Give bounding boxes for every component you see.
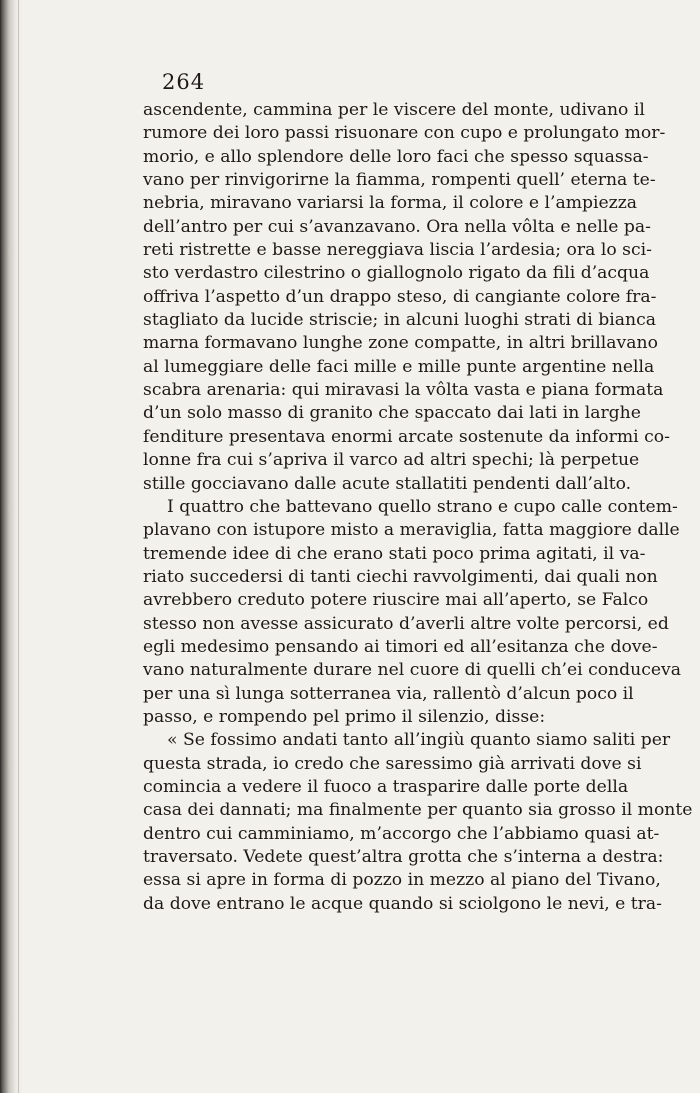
text-line: dentro cui camminiamo, m’accorgo che l’abbiamo quasi at- [143, 823, 660, 844]
text-line: al lumeggiare delle faci mille e mille punte argentine nella [143, 356, 655, 377]
text-line: plavano con istupore misto a meraviglia, fatta maggiore dalle [143, 520, 680, 541]
text-line: vano naturalmente durare nel cuore di quelli ch’ei conduceva [143, 660, 681, 681]
text-line: ascendente, cammina per le viscere del monte, udivano il [143, 100, 645, 120]
text-line: « Se fossimo andati tanto all’ingiù quanto siamo saliti per [167, 730, 671, 751]
text-line: dell’antro per cui s’avanzavano. Ora nella vôlta e nelle pa- [143, 216, 651, 237]
binding-gutter [0, 0, 24, 1093]
text-line: reti ristrette e basse nereggiava liscia l’ardesia; ora lo sci- [143, 240, 652, 261]
text-line: scabra arenaria: qui miravasi la vôlta vasta e piana formata [143, 380, 664, 401]
text-line: morio, e allo splendore delle loro faci che spesso squassa- [143, 146, 649, 167]
text-line: essa si apre in forma di pozzo in mezzo al piano del Tivano, [143, 870, 661, 891]
text-line: casa dei dannati; ma finalmente per quanto sia grosso il monte [143, 800, 693, 821]
text-line: stesso non avesse assicurato d’averli altre volte percorsi, ed [143, 613, 669, 634]
page-number: 264 [162, 70, 206, 94]
text-line: tremende idee di che erano stati poco prima agitati, il va- [143, 543, 646, 564]
text-line: egli medesimo pensando ai timori ed all’esitanza che dove- [143, 636, 658, 657]
text-line: d’un solo masso di granito che spaccato dai lati in larghe [143, 403, 641, 424]
binding-edge-line [18, 0, 19, 1093]
body-text [143, 99, 693, 916]
text-line: avrebbero creduto potere riuscire mai all’aperto, se Falco [143, 590, 649, 611]
text-line: questa strada, io credo che saressimo già arrivati dove si [143, 753, 642, 774]
text-line: offriva l’aspetto d’un drappo steso, di cangiante colore fra- [143, 286, 657, 307]
text-line: stille gocciavano dalle acute stallatiti pendenti dall’alto. [143, 473, 632, 494]
text-line: lonne fra cui s’apriva il varco ad altri spechi; là perpetue [143, 450, 640, 471]
text-line: da dove entrano le acque quando si sciolgono le nevi, e tra- [143, 893, 662, 914]
text-line: rumore dei loro passi risuonare con cupo e prolungato mor- [143, 123, 666, 144]
text-line: nebria, miravano variarsi la forma, il colore e l’ampiezza [143, 193, 638, 214]
text-line: stagliato da lucide striscie; in alcuni luoghi strati di bianca [143, 310, 656, 331]
text-line: fenditure presentava enormi arcate sostenute da informi co- [143, 426, 670, 447]
text-line: sto verdastro cilestrino o giallognolo rigato da fili d’acqua [143, 263, 650, 284]
text-line: traversato. Vedete quest’altra grotta che s’interna a destra: [143, 847, 664, 867]
text-line: I quattro che battevano quello strano e cupo calle contem- [167, 496, 678, 517]
text-line: vano per rinvigorirne la fiamma, rompenti quell’ eterna te- [143, 170, 656, 191]
text-line: per una sì lunga sotterranea via, rallentò d’alcun poco il [143, 683, 634, 704]
text-line: riato succedersi di tanti ciechi ravvolgimenti, dai quali non [143, 566, 658, 587]
text-line: marna formavano lunghe zone compatte, in altri brillavano [143, 333, 658, 354]
text-line: comincia a vedere il fuoco a trasparire dalle porte della [143, 776, 629, 797]
text-line: passo, e rompendo pel primo il silenzio, disse: [143, 706, 546, 727]
